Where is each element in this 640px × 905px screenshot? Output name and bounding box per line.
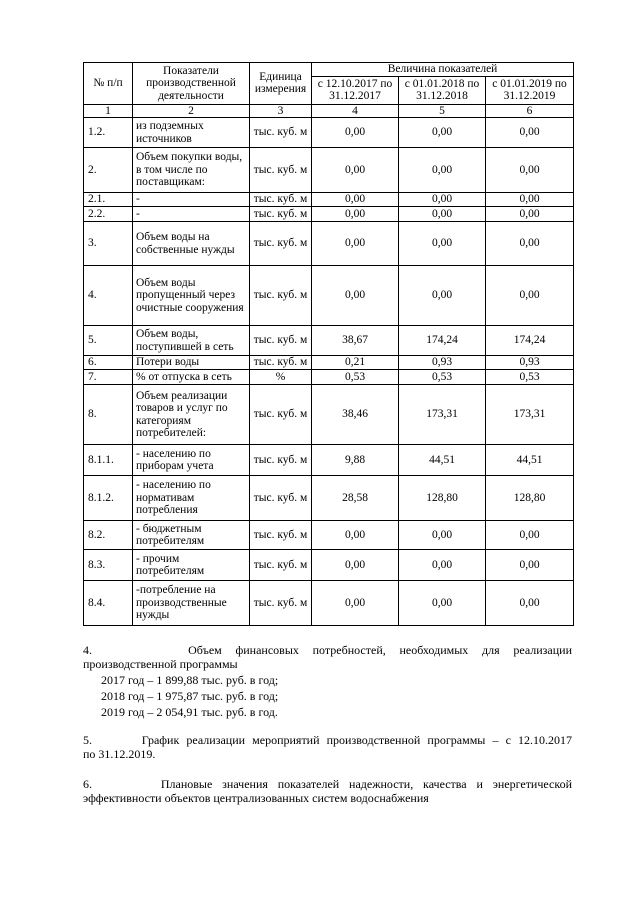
row-unit: % <box>250 370 312 385</box>
row-num: 8.4. <box>84 581 133 626</box>
row-num: 8.1.2. <box>84 476 133 521</box>
row-num: 5. <box>84 326 133 356</box>
row-num: 6. <box>84 356 133 370</box>
table-row <box>84 476 574 521</box>
row-unit: тыс. куб. м <box>250 148 312 193</box>
row-num: 3. <box>84 222 133 266</box>
row-unit: тыс. куб. м <box>250 521 312 550</box>
row-value-2017: 0,21 <box>312 356 399 370</box>
row-value-2018: 0,00 <box>399 148 486 193</box>
row-num: 7. <box>84 370 133 385</box>
row-name: Объем воды пропущенный через очистные сооружения <box>133 266 250 326</box>
table-row <box>84 207 574 222</box>
section-6-continuation: эффективности объектов централизованных систем водоснабжения <box>83 791 429 805</box>
header-indicator: Показатели производственной деятельности <box>133 63 250 105</box>
row-name: - населению по приборам учета <box>133 445 250 476</box>
table-row <box>84 385 574 445</box>
row-value-2017: 0,00 <box>312 521 399 550</box>
table-row <box>84 222 574 266</box>
col-number: 2 <box>133 104 250 118</box>
table-row <box>84 445 574 476</box>
row-value-2017: 38,46 <box>312 385 399 445</box>
row-value-2018: 44,51 <box>399 445 486 476</box>
row-value-2018: 0,00 <box>399 193 486 207</box>
table-row <box>84 326 574 356</box>
row-value-2019: 0,53 <box>486 370 574 385</box>
section-4-heading: 4. Объем финансовых потребностей, необходимых для реализации <box>83 643 572 657</box>
col-number: 6 <box>486 104 574 118</box>
row-unit: тыс. куб. м <box>250 207 312 222</box>
row-name: Объем реализации товаров и услуг по категориям потребителей: <box>133 385 250 445</box>
row-value-2019: 0,00 <box>486 521 574 550</box>
row-value-2017: 0,00 <box>312 266 399 326</box>
section-5-continuation: по 31.12.2019. <box>83 747 156 761</box>
row-value-2018: 0,00 <box>399 222 486 266</box>
row-name: - бюджетным потребителям <box>133 521 250 550</box>
header-period-1: с 12.10.2017 по 31.12.2017 <box>312 76 399 104</box>
row-unit: тыс. куб. м <box>250 326 312 356</box>
row-value-2019: 0,00 <box>486 207 574 222</box>
row-value-2018: 0,00 <box>399 521 486 550</box>
row-unit: тыс. куб. м <box>250 445 312 476</box>
row-value-2019: 173,31 <box>486 385 574 445</box>
table-row <box>84 356 574 370</box>
row-name: Объем воды, поступившей в сеть <box>133 326 250 356</box>
row-value-2017: 28,58 <box>312 476 399 521</box>
row-value-2018: 128,80 <box>399 476 486 521</box>
row-value-2018: 0,00 <box>399 118 486 148</box>
row-num: 2. <box>84 148 133 193</box>
row-unit: тыс. куб. м <box>250 356 312 370</box>
row-value-2019: 0,00 <box>486 266 574 326</box>
header-period-3: с 01.01.2019 по 31.12.2019 <box>486 76 574 104</box>
column-number-row <box>84 104 574 118</box>
production-indicators-table <box>83 62 574 626</box>
row-unit: тыс. куб. м <box>250 222 312 266</box>
row-unit: тыс. куб. м <box>250 385 312 445</box>
row-value-2018: 173,31 <box>399 385 486 445</box>
row-value-2017: 0,00 <box>312 550 399 581</box>
row-num: 4. <box>84 266 133 326</box>
row-num: 1.2. <box>84 118 133 148</box>
row-name: -потребление на производственные нужды <box>133 581 250 626</box>
row-num: 8.2. <box>84 521 133 550</box>
header-value-group: Величина показателей <box>312 63 574 77</box>
row-value-2019: 0,00 <box>486 222 574 266</box>
table-row <box>84 521 574 550</box>
row-value-2017: 38,67 <box>312 326 399 356</box>
row-unit: тыс. куб. м <box>250 476 312 521</box>
row-num: 8. <box>84 385 133 445</box>
row-value-2017: 0,00 <box>312 148 399 193</box>
row-value-2017: 0,00 <box>312 581 399 626</box>
row-name: - прочим потребителям <box>133 550 250 581</box>
row-name: - населению по нормативам потребления <box>133 476 250 521</box>
row-value-2017: 0,00 <box>312 118 399 148</box>
row-num: 8.3. <box>84 550 133 581</box>
col-number: 4 <box>312 104 399 118</box>
row-value-2017: 0,00 <box>312 193 399 207</box>
finance-year-2019: 2019 год – 2 054,91 тыс. руб. в год. <box>101 705 278 719</box>
row-name: из подземных источников <box>133 118 250 148</box>
row-unit: тыс. куб. м <box>250 266 312 326</box>
row-value-2019: 0,00 <box>486 581 574 626</box>
row-name: Потери воды <box>133 356 250 370</box>
finance-year-2017: 2017 год – 1 899,88 тыс. руб. в год; <box>101 673 279 687</box>
row-name: - <box>133 207 250 222</box>
row-value-2017: 0,00 <box>312 222 399 266</box>
row-value-2018: 0,00 <box>399 266 486 326</box>
row-value-2019: 0,93 <box>486 356 574 370</box>
row-value-2018: 0,00 <box>399 581 486 626</box>
row-value-2019: 0,00 <box>486 148 574 193</box>
row-name: % от отпуска в сеть <box>133 370 250 385</box>
table-row <box>84 148 574 193</box>
row-value-2018: 0,00 <box>399 550 486 581</box>
col-number: 3 <box>250 104 312 118</box>
finance-year-2018: 2018 год – 1 975,87 тыс. руб. в год; <box>101 689 279 703</box>
table-row <box>84 581 574 626</box>
header-num: № п/п <box>84 63 133 105</box>
table-row <box>84 370 574 385</box>
section-4-continuation: производственной программы <box>83 657 238 671</box>
row-value-2018: 0,93 <box>399 356 486 370</box>
row-value-2019: 128,80 <box>486 476 574 521</box>
row-name: Объем покупки воды, в том числе по поставщикам: <box>133 148 250 193</box>
row-value-2017: 0,00 <box>312 207 399 222</box>
row-value-2019: 0,00 <box>486 193 574 207</box>
row-value-2018: 0,53 <box>399 370 486 385</box>
row-unit: тыс. куб. м <box>250 193 312 207</box>
table-row <box>84 266 574 326</box>
row-value-2019: 44,51 <box>486 445 574 476</box>
row-value-2019: 0,00 <box>486 118 574 148</box>
table-row <box>84 118 574 148</box>
row-value-2019: 174,24 <box>486 326 574 356</box>
row-name: - <box>133 193 250 207</box>
row-name: Объем воды на собственные нужды <box>133 222 250 266</box>
header-period-2: с 01.01.2018 по 31.12.2018 <box>399 76 486 104</box>
row-num: 2.1. <box>84 193 133 207</box>
row-unit: тыс. куб. м <box>250 118 312 148</box>
row-value-2017: 0,53 <box>312 370 399 385</box>
row-unit: тыс. куб. м <box>250 581 312 626</box>
table-row <box>84 193 574 207</box>
row-value-2019: 0,00 <box>486 550 574 581</box>
row-value-2017: 9,88 <box>312 445 399 476</box>
row-unit: тыс. куб. м <box>250 550 312 581</box>
header-unit: Единица измерения <box>250 63 312 105</box>
col-number: 1 <box>84 104 133 118</box>
section-6-heading: 6. Плановые значения показателей надежности, качества и энергетической <box>83 777 572 791</box>
row-value-2018: 174,24 <box>399 326 486 356</box>
row-num: 8.1.1. <box>84 445 133 476</box>
row-value-2018: 0,00 <box>399 207 486 222</box>
section-5-heading: 5. График реализации мероприятий производственной программы – с 12.10.2017 <box>83 733 572 747</box>
col-number: 5 <box>399 104 486 118</box>
table-row <box>84 550 574 581</box>
row-num: 2.2. <box>84 207 133 222</box>
